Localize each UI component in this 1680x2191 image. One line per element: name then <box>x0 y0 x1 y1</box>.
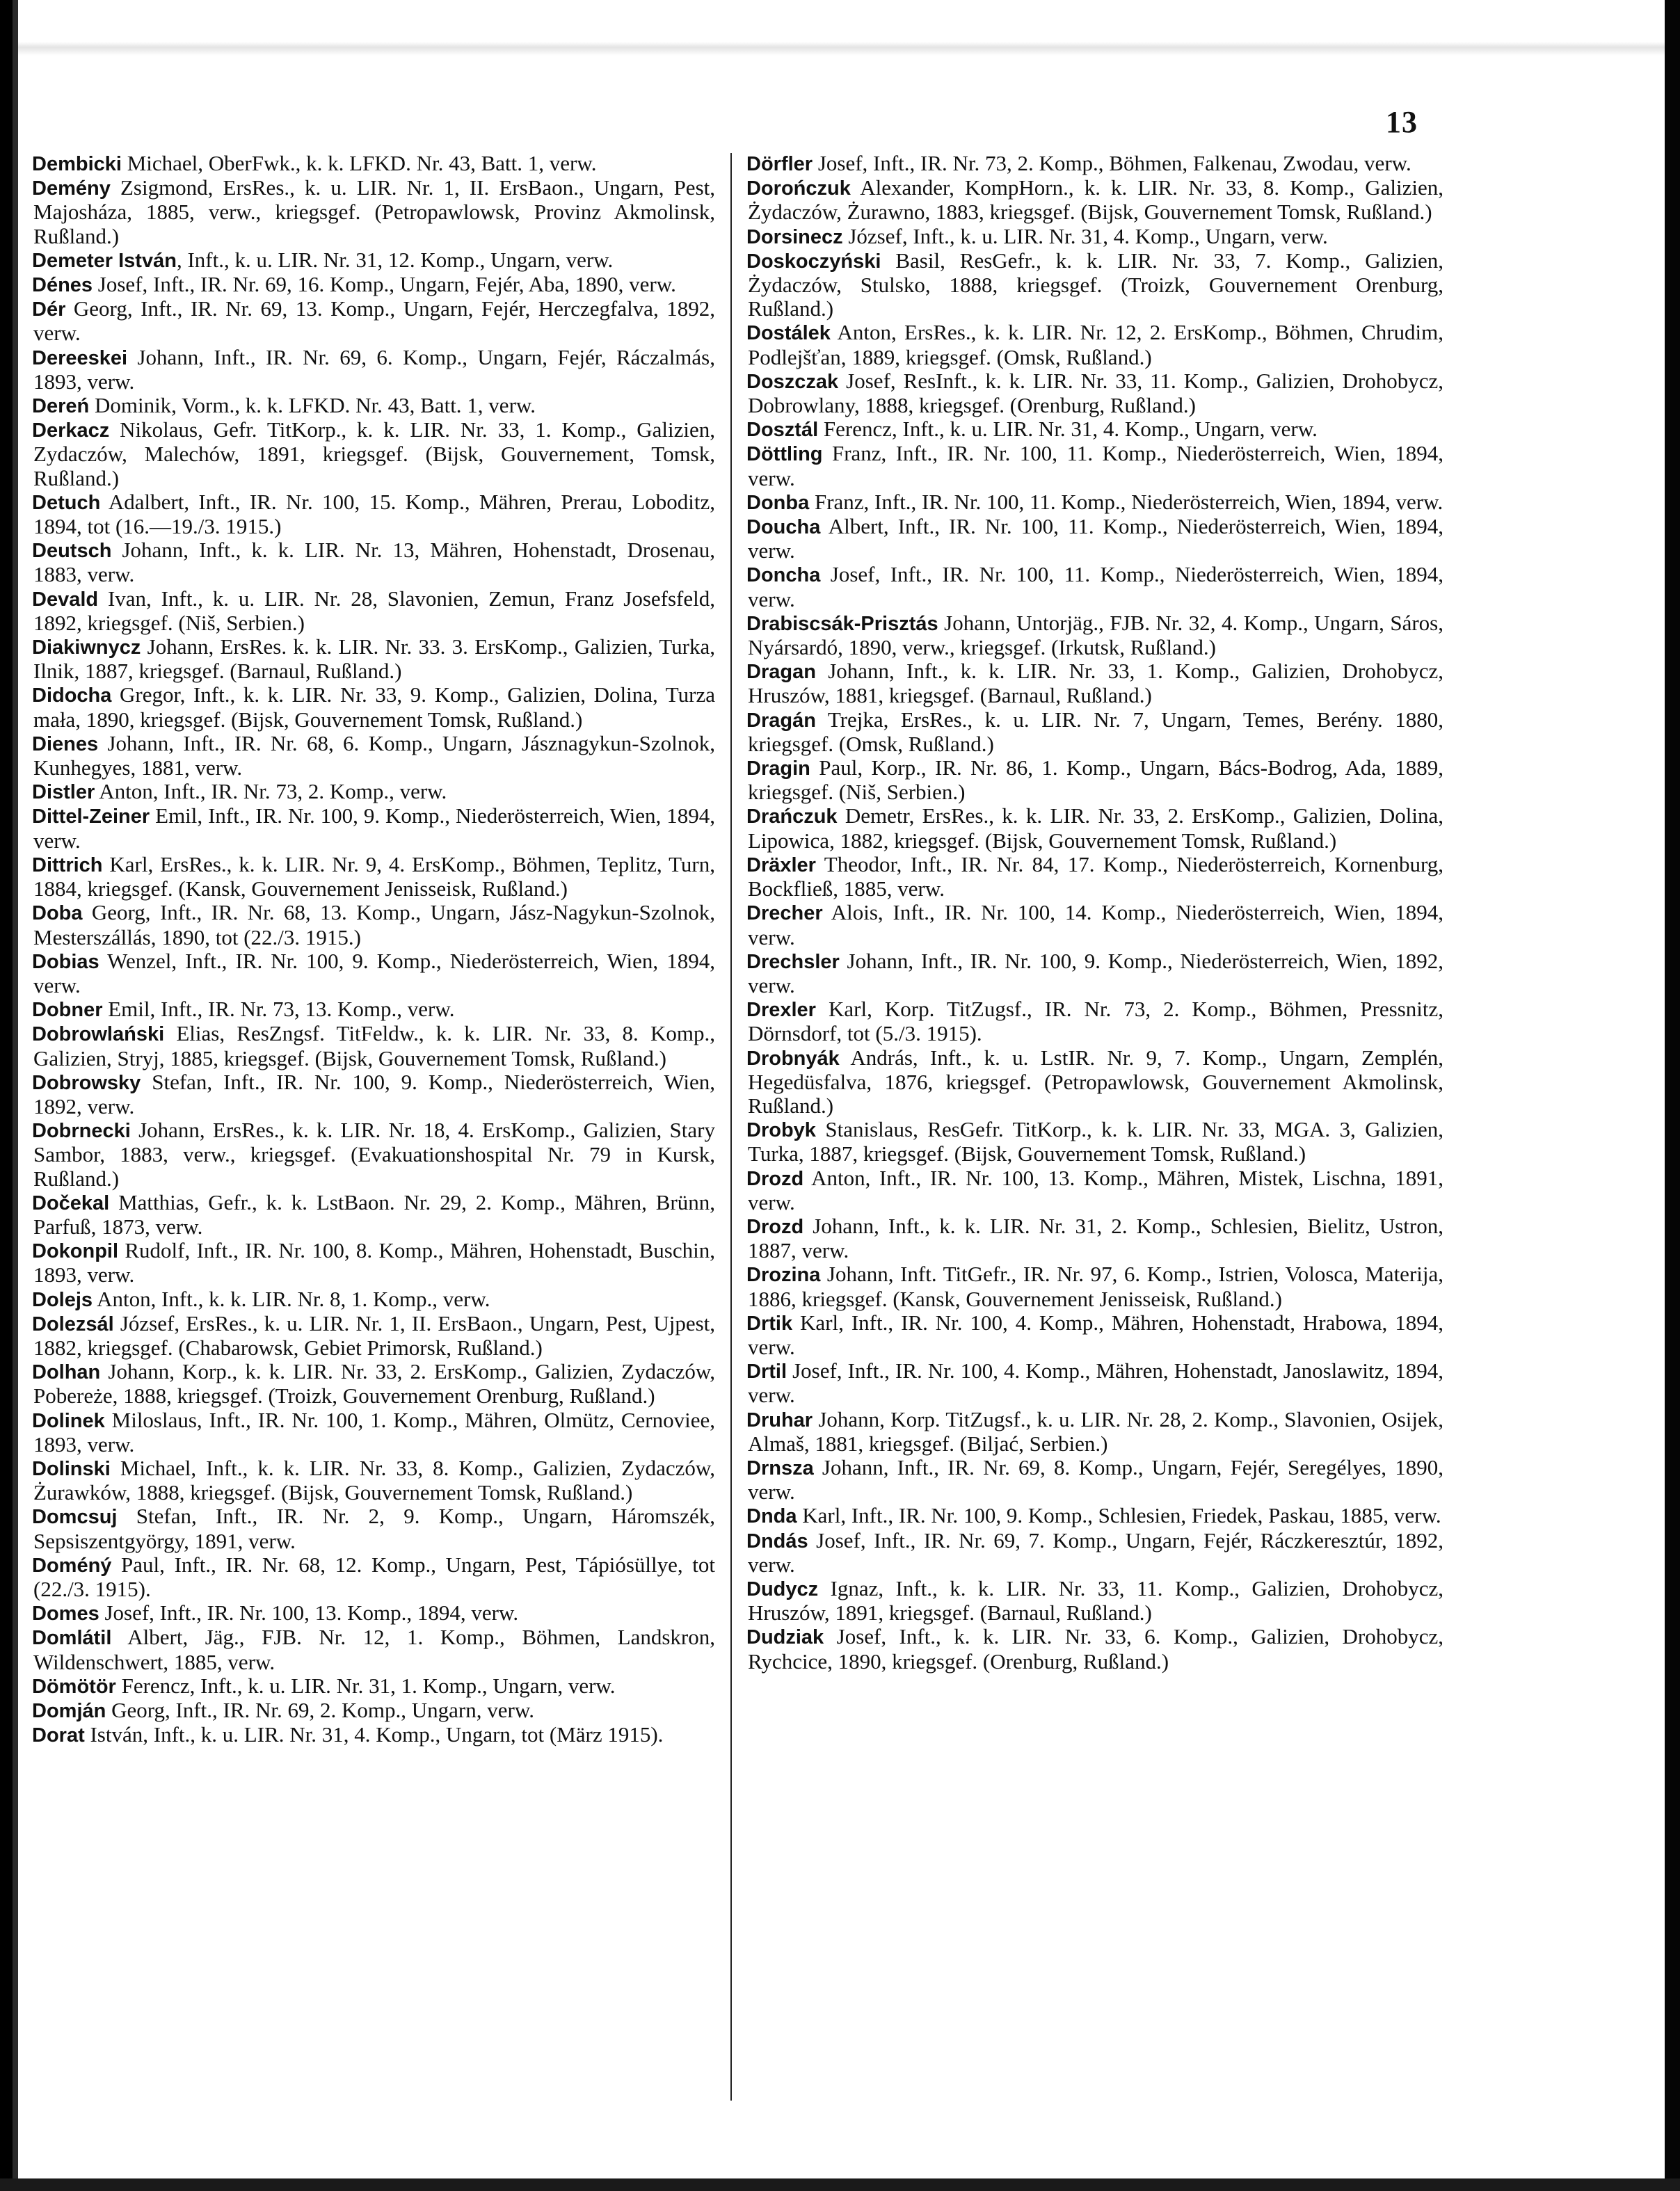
entry-details: Georg, Inft., IR. Nr. 69, 13. Komp., Ungarn, Fejér, Herczegfalva, 1892, verw. <box>33 296 715 346</box>
entry-surname: Drabiscsák-Prisztás <box>746 612 938 635</box>
entry-details: Nikolaus, Gefr. TitKorp., k. k. LIR. Nr. 33, 1. Komp., Galizien, Zydaczów, Malechów, 1891, kriegsgef. (Bijsk, Gouvernement, Tomsk, Rußland.) <box>33 417 715 490</box>
entry-surname: Drozina <box>746 1264 821 1287</box>
entry-details: Johann, ErsRes., k. k. LIR. Nr. 18, 4. ErsKomp., Galizien, Stary Sambor, 1883, verw., kriegsgef. (Evakuationshospital Nr. 79 in Kursk, Rußland.) <box>33 1118 715 1191</box>
entry-surname: Donba <box>746 491 810 514</box>
casualty-entry <box>748 997 1443 1045</box>
entry-surname: Dragán <box>746 709 816 732</box>
casualty-entry <box>33 949 715 997</box>
casualty-entry <box>33 853 715 901</box>
entry-surname: Domes <box>32 1603 99 1626</box>
entry-details: Johann, Korp. TitZugsf., k. u. LIR. Nr. 28, 2. Komp., Slavonien, Osijek, Almaš, 1881, kriegsgef. (Biljać, Serbien.) <box>748 1406 1443 1456</box>
entry-details: Demetr, ErsRes., k. k. LIR. Nr. 33, 2. ErsKomp., Galizien, Dolina, Lipowica, 1882, kriegsgef. (Bijsk, Gouvernement Tomsk, Rußland.) <box>748 803 1443 853</box>
casualty-entry <box>748 490 1443 515</box>
entry-details: Miloslaus, Inft., IR. Nr. 100, 1. Komp., Mähren, Olmütz, Cernoviee, 1893, verw. <box>33 1407 715 1456</box>
entry-surname: Dömötör <box>32 1675 116 1698</box>
entry-details: Georg, Inft., IR. Nr. 68, 13. Komp., Ungarn, Jász-Nagykun-Szolnok, Mesterszállás, 1890, tot (22./3. 1915.) <box>33 900 715 949</box>
entry-details: Josef, Inft., IR. Nr. 69, 7. Komp., Ungarn, Fejér, Ráczkeresztúr, 1892, verw. <box>748 1527 1443 1577</box>
casualty-entry <box>33 683 715 731</box>
casualty-entry <box>33 1070 715 1118</box>
entry-surname: Dorsinecz <box>746 225 843 248</box>
entry-details: Johann, Inft., k. k. LIR. Nr. 33, 1. Komp., Galizien, Drohobycz, Hruszów, 1881, kriegsgef. (Barnaul, Rußland.) <box>748 659 1443 708</box>
entry-details: Josef, Inft., k. k. LIR. Nr. 33, 6. Komp., Galizien, Drohobycz, Rychcice, 1890, kriegsgef. (Orenburg, Rußland.) <box>748 1624 1443 1674</box>
entry-details: József, ErsRes., k. u. LIR. Nr. 1, II. ErsBaon., Ungarn, Pest, Ujpest, 1882, kriegsgef. (Chabarowsk, Gebiet Primorsk, Rußland.) <box>33 1310 715 1360</box>
entry-surname: Dragin <box>746 757 810 780</box>
entry-surname: Derkacz <box>32 419 110 442</box>
entry-surname: Doba <box>32 902 83 925</box>
entry-details: Gregor, Inft., k. k. LIR. Nr. 33, 9. Komp., Galizien, Dolina, Turza mała, 1890, kriegsgef. (Bijsk, Gouvernement Tomsk, Rußland.) <box>33 682 715 732</box>
entry-surname: Didocha <box>32 684 112 707</box>
entry-details: Paul, Korp., IR. Nr. 86, 1. Komp., Ungarn, Bács-Bodrog, Ada, 1889, kriegsgef. (Niš, Serbien.) <box>748 755 1443 805</box>
casualty-entry <box>748 756 1443 804</box>
casualty-entry <box>748 1046 1443 1118</box>
entry-details: Trejka, ErsRes., k. u. LIR. Nr. 7, Ungarn, Temes, Berény. 1880, kriegsgef. (Omsk, Rußland.) <box>748 707 1443 756</box>
casualty-entry <box>748 1166 1443 1214</box>
entry-details: Franz, Inft., IR. Nr. 100, 11. Komp., Niederösterreich, Wien, 1894, verw. <box>748 441 1443 490</box>
entry-surname: Dénes <box>32 274 93 297</box>
entry-surname: Doskoczyński <box>746 250 881 273</box>
casualty-entry <box>748 853 1443 901</box>
entry-surname: Demény <box>32 177 111 200</box>
casualty-entry <box>748 442 1443 490</box>
casualty-entry <box>33 1287 715 1312</box>
entry-details: Johann, Korp., k. k. LIR. Nr. 33, 2. ErsKomp., Galizien, Zydaczów, Pobereże, 1888, kriegsgef. (Troizk, Gouvernement Orenburg, Rußland.) <box>33 1359 715 1408</box>
entry-surname: Dräxler <box>746 853 816 876</box>
entry-details: Stefan, Inft., IR. Nr. 100, 9. Komp., Niederösterreich, Wien, 1892, verw. <box>33 1069 715 1118</box>
entry-surname: Dudziak <box>746 1626 824 1649</box>
entry-details: Josef, Inft., IR. Nr. 73, 2. Komp., Böhmen, Falkenau, Zwodau, verw. <box>813 151 1411 175</box>
entry-surname: Devald <box>32 588 99 611</box>
casualty-entry <box>33 152 715 176</box>
entry-surname: Diakiwnycz <box>32 636 141 659</box>
entry-details: Rudolf, Inft., IR. Nr. 100, 8. Komp., Mähren, Hohenstadt, Buschin, 1893, verw. <box>33 1238 715 1287</box>
casualty-entry <box>33 1723 715 1747</box>
casualty-entry <box>33 1118 715 1191</box>
entry-details: Johann, Inft., IR. Nr. 100, 9. Komp., Niederösterreich, Wien, 1892, verw. <box>748 948 1443 997</box>
entry-details: Johann, Untorjäg., FJB. Nr. 32, 4. Komp., Ungarn, Sáros, Nyársardó, 1890, verw., kriegsgef. (Irkutsk, Rußland.) <box>748 610 1443 660</box>
casualty-entry <box>33 901 715 949</box>
entry-surname: Demeter István <box>32 249 177 272</box>
entry-details: Karl, ErsRes., k. k. LIR. Nr. 9, 4. ErsKomp., Böhmen, Teplitz, Turn, 1884, kriegsgef. (Kansk, Gouvernement Jenisseisk, Rußland.) <box>33 851 715 901</box>
scan-edge-left <box>0 0 13 2191</box>
entry-surname: Dolezsál <box>32 1313 114 1335</box>
casualty-entry <box>748 901 1443 949</box>
casualty-entry <box>748 1504 1443 1528</box>
entry-details: Karl, Inft., IR. Nr. 100, 4. Komp., Mähren, Hohenstadt, Hrabowa, 1894, verw. <box>748 1310 1443 1359</box>
casualty-entry <box>748 152 1443 176</box>
entry-surname: Dudycz <box>746 1578 819 1600</box>
casualty-entry <box>748 1408 1443 1456</box>
casualty-entry <box>33 1239 715 1287</box>
entry-details: Stefan, Inft., IR. Nr. 2, 9. Komp., Ungarn, Háromszék, Sepsiszentgyörgy, 1891, verw. <box>33 1504 715 1553</box>
left-column <box>33 152 715 1747</box>
entry-details: Paul, Inft., IR. Nr. 68, 12. Komp., Ungarn, Pest, Tápiósüllye, tot (22./3. 1915). <box>33 1552 715 1601</box>
casualty-entry <box>748 804 1443 852</box>
casualty-entry <box>748 1456 1443 1504</box>
entry-details: Ferencz, Inft., k. u. LIR. Nr. 31, 4. Komp., Ungarn, verw. <box>818 417 1318 442</box>
entry-details: Anton, Inft., k. k. LIR. Nr. 8, 1. Komp., verw. <box>93 1286 490 1311</box>
casualty-entry <box>33 1699 715 1723</box>
entry-surname: Dobrowlański <box>32 1023 165 1046</box>
entry-details: Michael, Inft., k. k. LIR. Nr. 33, 8. Komp., Galizien, Zydaczów, Żurawków, 1888, kriegsgef. (Bijsk, Gouvernement Tomsk, Rußland.) <box>33 1455 715 1505</box>
entry-details: Johann, Inft., k. k. LIR. Nr. 31, 2. Komp., Schlesien, Bielitz, Ustron, 1887, verw. <box>748 1213 1443 1263</box>
entry-surname: Domján <box>32 1700 106 1722</box>
entry-surname: Dobias <box>32 950 99 973</box>
entry-details: Franz, Inft., IR. Nr. 100, 11. Komp., Niederösterreich, Wien, 1894, verw. <box>809 489 1443 514</box>
entry-surname: Drtil <box>746 1361 787 1383</box>
casualty-entry <box>748 417 1443 442</box>
casualty-entry <box>33 273 715 297</box>
casualty-entry <box>748 708 1443 756</box>
entry-surname: Döttling <box>746 443 823 466</box>
entry-details: Dominik, Vorm., k. k. LFKD. Nr. 43, Batt. 1, verw. <box>89 393 536 418</box>
entry-details: Johann, ErsRes. k. k. LIR. Nr. 33. 3. ErsKomp., Galizien, Turka, Ilnik, 1887, kriegsgef. (Barnaul, Rußland.) <box>33 634 715 684</box>
entry-details: Albert, Jäg., FJB. Nr. 12, 1. Komp., Böhmen, Landskron, Wildenschwert, 1885, verw. <box>33 1625 715 1674</box>
entry-details: Emil, Inft., IR. Nr. 73, 13. Komp., verw. <box>102 997 455 1022</box>
entry-surname: Dienes <box>32 732 99 755</box>
entry-surname: Dittrich <box>32 853 103 876</box>
entry-surname: Doszczak <box>746 370 839 393</box>
entry-surname: Dembicki <box>32 153 122 175</box>
casualty-entry <box>33 297 715 345</box>
entry-surname: Dörfler <box>746 153 813 175</box>
entry-details: Ignaz, Inft., k. k. LIR. Nr. 33, 11. Komp., Galizien, Drohobycz, Hruszów, 1891, kriegsgef. (Barnaul, Rußland.) <box>748 1575 1443 1626</box>
entry-details: Anton, ErsRes., k. k. LIR. Nr. 12, 2. ErsKomp., Böhmen, Chrudim, Podlejšťan, 1889, kriegsgef. (Omsk, Rußland.) <box>748 320 1443 369</box>
entry-details: József, Inft., k. u. LIR. Nr. 31, 4. Komp., Ungarn, verw. <box>842 223 1328 248</box>
casualty-entry <box>33 780 715 804</box>
casualty-entry <box>33 1191 715 1239</box>
entry-surname: Dittel-Zeiner <box>32 805 150 828</box>
casualty-entry <box>33 248 715 273</box>
casualty-entry <box>33 176 715 248</box>
entry-surname: Dobrnecki <box>32 1120 131 1143</box>
entry-details: Albert, Inft., IR. Nr. 100, 11. Komp., Niederösterreich, Wien, 1894, verw. <box>748 514 1443 563</box>
entry-surname: Dndás <box>746 1530 808 1552</box>
casualty-entry <box>748 249 1443 321</box>
entry-details: Johann, Inft., IR. Nr. 69, 8. Komp., Ungarn, Fejér, Seregélyes, 1890, verw. <box>748 1454 1443 1504</box>
entry-surname: Dér <box>32 298 66 321</box>
casualty-entry <box>748 1311 1443 1359</box>
entry-details: Alexander, KompHorn., k. k. LIR. Nr. 33, 8. Komp., Galizien, Żydaczów, Żurawno, 1883, kriegsgef. (Bijsk, Gouvernement Tomsk, Rußland.) <box>748 175 1443 225</box>
entry-surname: Dragan <box>746 661 816 684</box>
entry-details: Basil, ResGefr., k. k. LIR. Nr. 33, 7. Komp., Galizien, Żydaczów, Stulsko, 1888, kriegsgef. (Troizk, Gouvernement Orenburg, Rußland.) <box>748 248 1443 321</box>
entry-surname: Drobnyák <box>746 1047 840 1070</box>
entry-details: István, Inft., k. u. LIR. Nr. 31, 4. Komp., Ungarn, tot (März 1915). <box>84 1722 664 1747</box>
entry-surname: Dereeskei <box>32 346 128 369</box>
entry-details: Elias, ResZngsf. TitFeldw., k. k. LIR. Nr. 33, 8. Komp., Galizien, Stryj, 1885, kriegsgef. (Bijsk, Gouvernement Tomsk, Rußland.) <box>33 1021 715 1070</box>
casualty-entry <box>748 659 1443 707</box>
entry-surname: Drozd <box>746 1215 804 1238</box>
casualty-entry <box>33 804 715 852</box>
entry-details: Emil, Inft., IR. Nr. 100, 9. Komp., Niederösterreich, Wien, 1894, verw. <box>33 803 715 853</box>
casualty-entry <box>33 1504 715 1552</box>
entry-details: Ivan, Inft., k. u. LIR. Nr. 28, Slavonien, Zemun, Franz Josefsfeld, 1892, kriegsgef. (Niš, Serbien.) <box>33 586 715 635</box>
entry-surname: Drexler <box>746 999 816 1022</box>
entry-details: Stanislaus, ResGefr. TitKorp., k. k. LIR. Nr. 33, MGA. 3, Galizien, Turka, 1887, kriegsgef. (Bijsk, Gouvernement Tomsk, Rußland.) <box>748 1117 1443 1166</box>
casualty-entry <box>748 321 1443 369</box>
entry-surname: Deutsch <box>32 540 112 563</box>
entry-surname: Drobyk <box>746 1119 816 1142</box>
entry-details: Alois, Inft., IR. Nr. 100, 14. Komp., Niederösterreich, Wien, 1894, verw. <box>748 900 1443 949</box>
casualty-entry <box>33 538 715 586</box>
entry-surname: Dolinek <box>32 1409 105 1432</box>
entry-details: Wenzel, Inft., IR. Nr. 100, 9. Komp., Niederösterreich, Wien, 1894, verw. <box>33 948 715 997</box>
casualty-entry <box>33 1553 715 1601</box>
casualty-entry <box>748 1625 1443 1673</box>
casualty-entry <box>33 490 715 538</box>
entry-surname: Dočekal <box>32 1191 110 1214</box>
casualty-entry <box>33 1360 715 1408</box>
casualty-entry <box>748 1118 1443 1166</box>
casualty-entry <box>748 1214 1443 1262</box>
casualty-entry <box>748 515 1443 563</box>
entry-details: Josef, Inft., IR. Nr. 100, 11. Komp., Niederösterreich, Wien, 1894, verw. <box>748 562 1443 611</box>
entry-surname: Druhar <box>746 1408 813 1431</box>
casualty-entry <box>33 997 715 1022</box>
entry-details: Ferencz, Inft., k. u. LIR. Nr. 31, 1. Komp., Ungarn, verw. <box>115 1673 616 1698</box>
entry-surname: Doucha <box>746 516 821 539</box>
entry-surname: Dokonpil <box>32 1240 119 1263</box>
casualty-entry <box>33 394 715 418</box>
casualty-entry <box>748 1262 1443 1310</box>
entry-surname: Dolinski <box>32 1457 111 1480</box>
entry-details: Josef, ResInft., k. k. LIR. Nr. 33, 11. Komp., Galizien, Drohobycz, Dobrowlany, 1888, kriegsgef. (Orenburg, Rußland.) <box>748 368 1443 418</box>
entry-surname: Drozd <box>746 1167 804 1190</box>
entry-surname: Drańczuk <box>746 805 838 828</box>
entry-details: Karl, Korp. TitZugsf., IR. Nr. 73, 2. Komp., Böhmen, Pressnitz, Dörnsdorf, tot (5./3. 1915). <box>748 997 1443 1046</box>
casualty-entry <box>33 587 715 635</box>
scan-edge-right <box>1665 0 1680 2191</box>
casualty-entry <box>748 563 1443 611</box>
entry-details: Johann, Inft., IR. Nr. 68, 6. Komp., Ungarn, Jásznagykun-Szolnok, Kunhegyes, 1881, verw. <box>33 730 715 780</box>
casualty-entry <box>748 176 1443 224</box>
entry-surname: Dolhan <box>32 1361 101 1384</box>
page-number: 13 <box>1386 105 1418 139</box>
entry-surname: Drtik <box>746 1312 793 1335</box>
entry-details: Johann, Inft., IR. Nr. 69, 6. Komp., Ungarn, Fejér, Ráczalmás, 1893, verw. <box>33 344 715 394</box>
casualty-entry <box>33 1312 715 1360</box>
entry-surname: Dorat <box>32 1724 85 1747</box>
entry-surname: Drechsler <box>746 950 840 973</box>
casualty-entry <box>33 1674 715 1699</box>
entry-surname: Dolejs <box>32 1288 93 1311</box>
entry-surname: Domcsuj <box>32 1506 118 1529</box>
casualty-entry <box>33 1456 715 1504</box>
entry-details: Johann, Inft., k. k. LIR. Nr. 13, Mähren, Hohenstadt, Drosenau, 1883, verw. <box>33 538 715 587</box>
entry-surname: Dorończuk <box>746 177 851 200</box>
entry-surname: Dereń <box>32 395 90 418</box>
entry-details: Adalbert, Inft., IR. Nr. 100, 15. Komp., Mähren, Prerau, Loboditz, 1894, tot (16.—19./3. 1915.) <box>33 489 715 539</box>
casualty-entry <box>33 346 715 394</box>
casualty-entry <box>748 225 1443 249</box>
entry-surname: Doncha <box>746 564 821 587</box>
casualty-entry <box>33 732 715 780</box>
entry-details: Zsigmond, ErsRes., k. u. LIR. Nr. 1, II. ErsBaon., Ungarn, Pest, Majosháza, 1885, verw., kriegsgef. (Petropawlowsk, Provinz Akmolinsk, Rußland.) <box>33 175 715 248</box>
entry-surname: Dostálek <box>746 322 831 345</box>
entry-details: Josef, Inft., IR. Nr. 69, 16. Komp., Ungarn, Fejér, Aba, 1890, verw. <box>93 272 676 297</box>
entry-details: Anton, Inft., IR. Nr. 100, 13. Komp., Mähren, Mistek, Lischna, 1891, verw. <box>748 1165 1443 1214</box>
entry-details: , Inft., k. u. LIR. Nr. 31, 12. Komp., Ungarn, verw. <box>176 247 614 272</box>
entry-surname: Distler <box>32 781 95 804</box>
casualty-entry <box>33 418 715 490</box>
entry-surname: Domlátil <box>32 1627 112 1650</box>
entry-details: Theodor, Inft., IR. Nr. 84, 17. Komp., Niederösterreich, Kornenburg, Bockfließ, 1885, verw. <box>748 851 1443 901</box>
entry-surname: Drnsza <box>746 1456 814 1479</box>
entry-surname: Doméný <box>32 1554 112 1577</box>
casualty-entry <box>33 1022 715 1070</box>
entry-surname: Dobrowsky <box>32 1071 141 1094</box>
casualty-entry <box>748 611 1443 659</box>
scan-edge-left-inner <box>13 0 18 2191</box>
column-divider <box>730 153 732 2101</box>
right-column <box>748 152 1443 1674</box>
casualty-entry <box>748 1577 1443 1625</box>
entry-surname: Detuch <box>32 491 101 514</box>
entry-details: Matthias, Gefr., k. k. LstBaon. Nr. 29, 2. Komp., Mähren, Brünn, Parfuß, 1873, verw. <box>33 1189 715 1239</box>
casualty-entry <box>33 1601 715 1626</box>
entry-details: Michael, OberFwk., k. k. LFKD. Nr. 43, Batt. 1, verw. <box>121 151 597 175</box>
casualty-entry <box>33 1626 715 1674</box>
scan-edge-bottom <box>0 2178 1680 2191</box>
casualty-entry <box>748 949 1443 997</box>
entry-details: Josef, Inft., IR. Nr. 100, 4. Komp., Mähren, Hohenstadt, Janoslawitz, 1894, verw. <box>748 1358 1443 1408</box>
casualty-entry <box>33 635 715 683</box>
entry-details: Johann, Inft. TitGefr., IR. Nr. 97, 6. Komp., Istrien, Volosca, Materija, 1886, kriegsgef. (Kansk, Gouvernement Jenisseisk, Rußland.) <box>748 1262 1443 1311</box>
entry-details: András, Inft., k. u. LstIR. Nr. 9, 7. Komp., Ungarn, Zemplén, Hegedüsfalva, 1876, kriegsgef. (Petropawlowsk, Gouvernement Akmolinsk, Rußland.) <box>748 1045 1443 1118</box>
entry-surname: Drecher <box>746 902 823 925</box>
entry-details: Karl, Inft., IR. Nr. 100, 9. Komp., Schlesien, Friedek, Paskau, 1885, verw. <box>797 1503 1441 1528</box>
entry-surname: Dobner <box>32 999 103 1022</box>
entry-details: Georg, Inft., IR. Nr. 69, 2. Komp., Ungarn, verw. <box>106 1698 534 1722</box>
entry-details: Anton, Inft., IR. Nr. 73, 2. Komp., verw. <box>95 779 447 804</box>
casualty-entry <box>748 369 1443 417</box>
entry-surname: Dnda <box>746 1505 797 1528</box>
entry-details: Josef, Inft., IR. Nr. 100, 13. Komp., 1894, verw. <box>99 1600 519 1626</box>
casualty-entry <box>748 1529 1443 1577</box>
scan-shadow-band <box>0 42 1680 56</box>
casualty-entry <box>748 1359 1443 1407</box>
entry-surname: Dosztál <box>746 419 819 442</box>
casualty-entry <box>33 1408 715 1456</box>
